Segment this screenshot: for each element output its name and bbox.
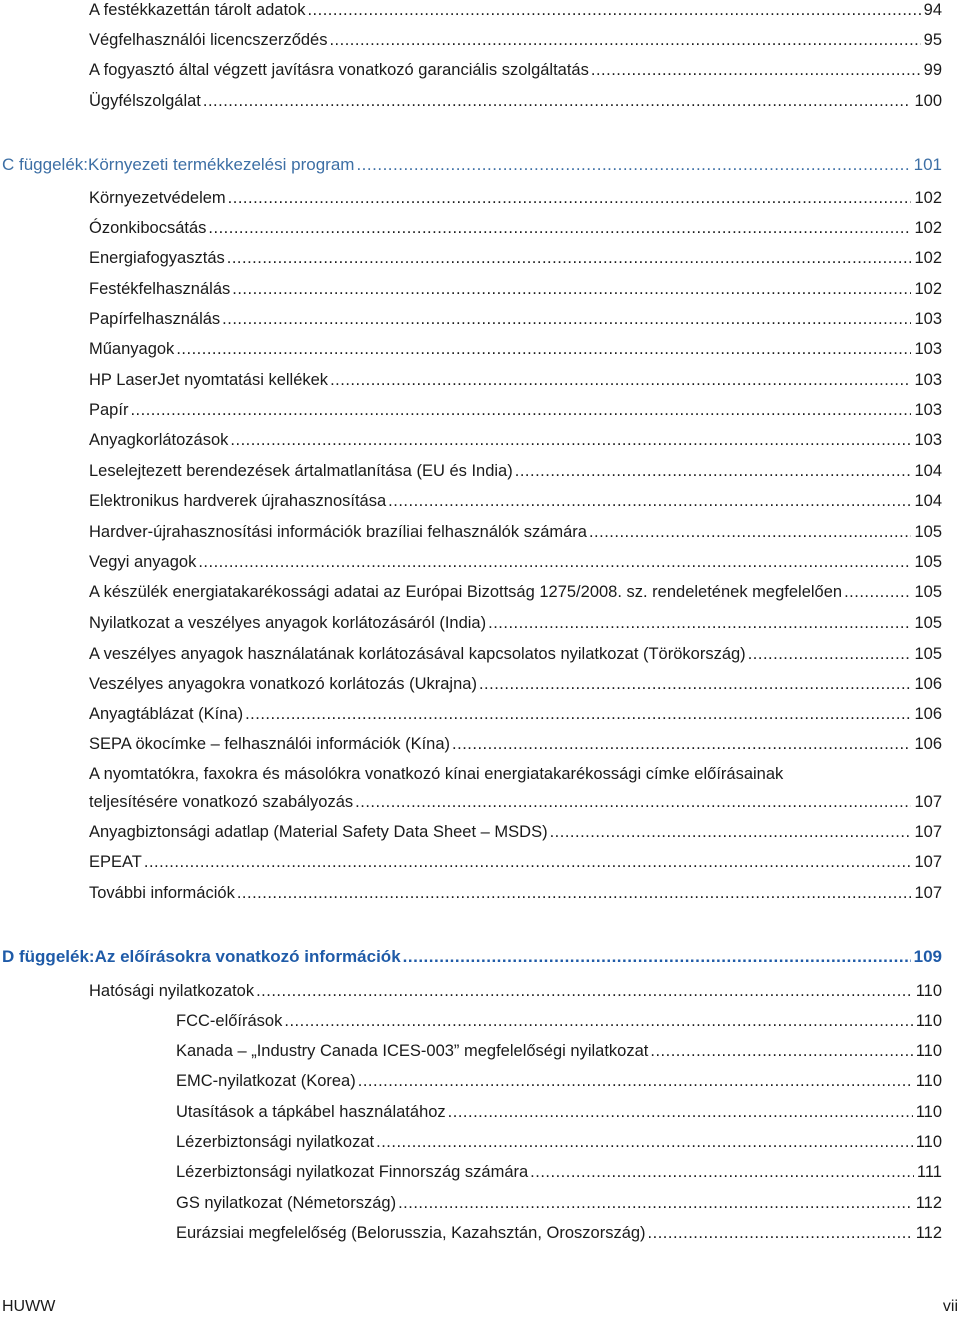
- toc-page-number: 107: [914, 853, 942, 871]
- dot-leader: [230, 430, 911, 450]
- toc-entry-title: Hardver-újrahasznosítási információk brazíliai felhasználók számára: [89, 523, 587, 541]
- toc-subentry[interactable]: [176, 1223, 942, 1243]
- toc-page-number: 110: [915, 1042, 942, 1060]
- toc-entry-title: Veszélyes anyagokra vonatkozó korlátozás (Ukrajna): [89, 675, 477, 693]
- toc-page-number: 103: [914, 371, 942, 389]
- dot-leader: [237, 883, 912, 903]
- toc-entry[interactable]: [89, 981, 942, 1001]
- toc-subentry[interactable]: [176, 1041, 942, 1061]
- dot-leader: [479, 674, 912, 694]
- toc-entry-title: Papírfelhasználás: [89, 310, 221, 328]
- toc-entry-title: Utasítások a tápkábel használatához: [176, 1103, 446, 1121]
- toc-entry[interactable]: [89, 522, 942, 542]
- toc-entry[interactable]: [89, 309, 942, 329]
- dot-leader: [844, 582, 911, 602]
- toc-page-number: 106: [914, 735, 942, 753]
- dot-leader: [245, 704, 911, 724]
- toc-entry-title: Eurázsiai megfelelőség (Belorusszia, Kazahsztán, Oroszország): [176, 1224, 646, 1242]
- toc-page-number: 110: [915, 982, 942, 1000]
- toc-page-number: 107: [914, 823, 942, 841]
- appendix-label: C függelék:: [2, 155, 88, 174]
- toc-subentry[interactable]: [176, 1071, 942, 1091]
- dot-leader: [330, 370, 911, 390]
- toc-page-number: 105: [914, 583, 942, 601]
- toc-entry-title: GS nyilatkozat (Németország): [176, 1194, 397, 1212]
- toc-entry-title: SEPA ökocímke – felhasználói információk (Kína): [89, 735, 451, 753]
- toc-page-number: 100: [914, 92, 942, 110]
- toc-entry-title: A fogyasztó által végzett javításra vonatkozó garanciális szolgáltatás: [89, 61, 589, 79]
- dot-leader: [232, 279, 911, 299]
- dot-leader: [515, 461, 912, 481]
- toc-page-number: 110: [915, 1133, 942, 1151]
- toc-entry-title: Anyagbiztonsági adatlap (Material Safety Data Sheet – MSDS): [89, 823, 548, 841]
- toc-entry[interactable]: [89, 430, 942, 450]
- toc-entry[interactable]: [89, 674, 942, 694]
- toc-page-number: 112: [915, 1224, 942, 1242]
- toc-page-number: 105: [914, 645, 942, 663]
- toc-entry[interactable]: [89, 582, 942, 602]
- toc-subentry[interactable]: [176, 1102, 942, 1122]
- toc-entry-title: Végfelhasználói licencszerződés: [89, 31, 328, 49]
- toc-entry[interactable]: [89, 883, 942, 903]
- toc-entry[interactable]: [89, 552, 942, 572]
- dot-leader: [256, 981, 913, 1001]
- toc-appendix-heading[interactable]: [2, 947, 942, 967]
- toc-entry[interactable]: [89, 491, 942, 511]
- toc-page-number: 102: [914, 280, 942, 298]
- dot-leader: [388, 491, 911, 511]
- dot-leader: [208, 218, 911, 238]
- toc-entry-title: Energiafogyasztás: [89, 249, 225, 267]
- dot-leader: [130, 400, 911, 420]
- toc-entry[interactable]: [89, 822, 942, 842]
- toc-appendix-heading[interactable]: [2, 155, 942, 175]
- toc-page-number: 110: [915, 1103, 942, 1121]
- toc-entry[interactable]: [89, 644, 942, 664]
- dot-leader: [452, 734, 911, 754]
- dot-leader: [403, 947, 911, 967]
- toc-entry[interactable]: [89, 764, 942, 784]
- toc-page-number: 105: [914, 553, 942, 571]
- dot-leader: [650, 1041, 912, 1061]
- dot-leader: [358, 1071, 913, 1091]
- toc-entry-title: Lézerbiztonsági nyilatkozat: [176, 1133, 375, 1151]
- dot-leader: [355, 792, 911, 812]
- toc-subentry[interactable]: [176, 1162, 942, 1182]
- toc-entry[interactable]: [89, 279, 942, 299]
- toc-entry-title: A készülék energiatakarékossági adatai az Európai Bizottság 1275/2008. sz. rendeletének megfelelően: [89, 583, 843, 601]
- toc-page-number: 105: [914, 523, 942, 541]
- toc-entry[interactable]: [89, 461, 942, 481]
- toc-page-number: 107: [914, 884, 942, 902]
- toc-entry-title: Műanyagok: [89, 340, 175, 358]
- dot-leader: [398, 1193, 913, 1213]
- toc-page-number: 110: [915, 1012, 942, 1030]
- toc-page-number: 105: [914, 614, 942, 632]
- dot-leader: [648, 1223, 913, 1243]
- toc-entry[interactable]: [89, 400, 942, 420]
- toc-page-number: 106: [914, 675, 942, 693]
- toc-entry-title: Hatósági nyilatkozatok: [89, 982, 255, 1000]
- toc-page-number: 103: [914, 431, 942, 449]
- toc-page-number: 102: [914, 219, 942, 237]
- toc-subentry[interactable]: [176, 1193, 942, 1213]
- toc-page-number: 104: [914, 492, 942, 510]
- dot-leader: [376, 1132, 913, 1152]
- dot-leader: [589, 522, 912, 542]
- toc-entry-title: Ügyfélszolgálat: [89, 92, 201, 110]
- toc-entry[interactable]: [89, 0, 942, 20]
- toc-entry[interactable]: [89, 704, 942, 724]
- appendix-title: Környezeti termékkezelési program: [88, 155, 355, 174]
- dot-leader: [591, 60, 921, 80]
- toc-subentry[interactable]: [176, 1011, 942, 1031]
- dot-leader: [203, 91, 912, 111]
- toc-entry[interactable]: [89, 218, 942, 238]
- toc-page-number: 107: [914, 793, 942, 811]
- toc-entry-title: Kanada – „Industry Canada ICES-003” megfelelőségi nyilatkozat: [176, 1042, 649, 1060]
- dot-leader: [307, 0, 920, 20]
- dot-leader: [284, 1011, 912, 1031]
- toc-entry-title: A festékkazettán tárolt adatok: [89, 1, 306, 19]
- toc-entry-title: A nyomtatókra, faxokra és másolókra vonatkozó kínai energiatakarékossági címke előírásainak: [89, 765, 784, 783]
- toc-entry-title: Környezetvédelem: [89, 189, 226, 207]
- toc-entry-title: Leselejtezett berendezések ártalmatlanítása (EU és India): [89, 462, 513, 480]
- footer-page-number: vii: [942, 1298, 958, 1315]
- dot-leader: [550, 822, 912, 842]
- dot-leader: [356, 155, 910, 175]
- dot-leader: [228, 188, 912, 208]
- toc-entry-title: Papír: [89, 401, 129, 419]
- toc-page-number: 106: [914, 705, 942, 723]
- toc-entry-title: Lézerbiztonsági nyilatkozat Finnország számára: [176, 1163, 529, 1181]
- toc-entry[interactable]: [89, 188, 942, 208]
- toc-entry-title: Anyagkorlátozások: [89, 431, 229, 449]
- toc-page-number: 99: [923, 61, 942, 79]
- toc-page-number: 110: [915, 1072, 942, 1090]
- toc-entry-title: Anyagtáblázat (Kína): [89, 705, 244, 723]
- dot-leader: [748, 644, 912, 664]
- toc-page-number: 112: [915, 1194, 942, 1212]
- toc-page-number: 109: [913, 947, 942, 966]
- toc-entry-title: EPEAT: [89, 853, 142, 871]
- toc-entry[interactable]: [89, 370, 942, 390]
- dot-leader: [329, 30, 920, 50]
- toc-page-number: 102: [914, 189, 942, 207]
- toc-entry-title: Elektronikus hardverek újrahasznosítása: [89, 492, 387, 510]
- toc-entry-title: Ózonkibocsátás: [89, 219, 207, 237]
- toc-entry[interactable]: [89, 248, 942, 268]
- dot-leader: [222, 309, 911, 329]
- toc-entry-title: Vegyi anyagok: [89, 553, 197, 571]
- toc-subentry[interactable]: [176, 1132, 942, 1152]
- dot-leader: [488, 613, 911, 633]
- toc-entry[interactable]: [89, 613, 942, 633]
- toc-page-number: 111: [916, 1163, 942, 1181]
- toc-page-number: 103: [914, 340, 942, 358]
- toc-page-number: 104: [914, 462, 942, 480]
- toc-page-number: 102: [914, 249, 942, 267]
- toc-entry[interactable]: [89, 734, 942, 754]
- dot-leader: [448, 1102, 913, 1122]
- toc-entry-title: A veszélyes anyagok használatának korlátozásával kapcsolatos nyilatkozat (Törökország): [89, 645, 746, 663]
- toc-entry-title: EMC-nyilatkozat (Korea): [176, 1072, 356, 1090]
- toc-entry-title: teljesítésére vonatkozó szabályozás: [89, 793, 354, 811]
- toc-entry[interactable]: [89, 792, 942, 812]
- toc-entry[interactable]: [89, 30, 942, 50]
- toc-entry-title: Nyilatkozat a veszélyes anyagok korlátozásáról (India): [89, 614, 487, 632]
- dot-leader: [144, 852, 912, 872]
- toc-page-number: 94: [923, 1, 942, 19]
- toc-page-number: 103: [914, 401, 942, 419]
- appendix-label: D függelék:: [2, 947, 95, 966]
- toc-page-number: 103: [914, 310, 942, 328]
- toc-page-number: 101: [913, 155, 942, 174]
- toc-entry[interactable]: [89, 91, 942, 111]
- dot-leader: [198, 552, 911, 572]
- dot-leader: [227, 248, 912, 268]
- dot-leader: [530, 1162, 914, 1182]
- appendix-title: Az előírásokra vonatkozó információk: [94, 947, 401, 966]
- footer-left-label: HUWW: [2, 1298, 56, 1315]
- dot-leader: [176, 339, 911, 359]
- toc-page-number: 95: [923, 31, 942, 49]
- toc-entry[interactable]: [89, 60, 942, 80]
- toc-entry-title: FCC-előírások: [176, 1012, 283, 1030]
- toc-entry-title: További információk: [89, 884, 235, 902]
- toc-entry-title: HP LaserJet nyomtatási kellékek: [89, 371, 329, 389]
- toc-entry[interactable]: [89, 339, 942, 359]
- toc-entry-title: Festékfelhasználás: [89, 280, 231, 298]
- toc-entry[interactable]: [89, 852, 942, 872]
